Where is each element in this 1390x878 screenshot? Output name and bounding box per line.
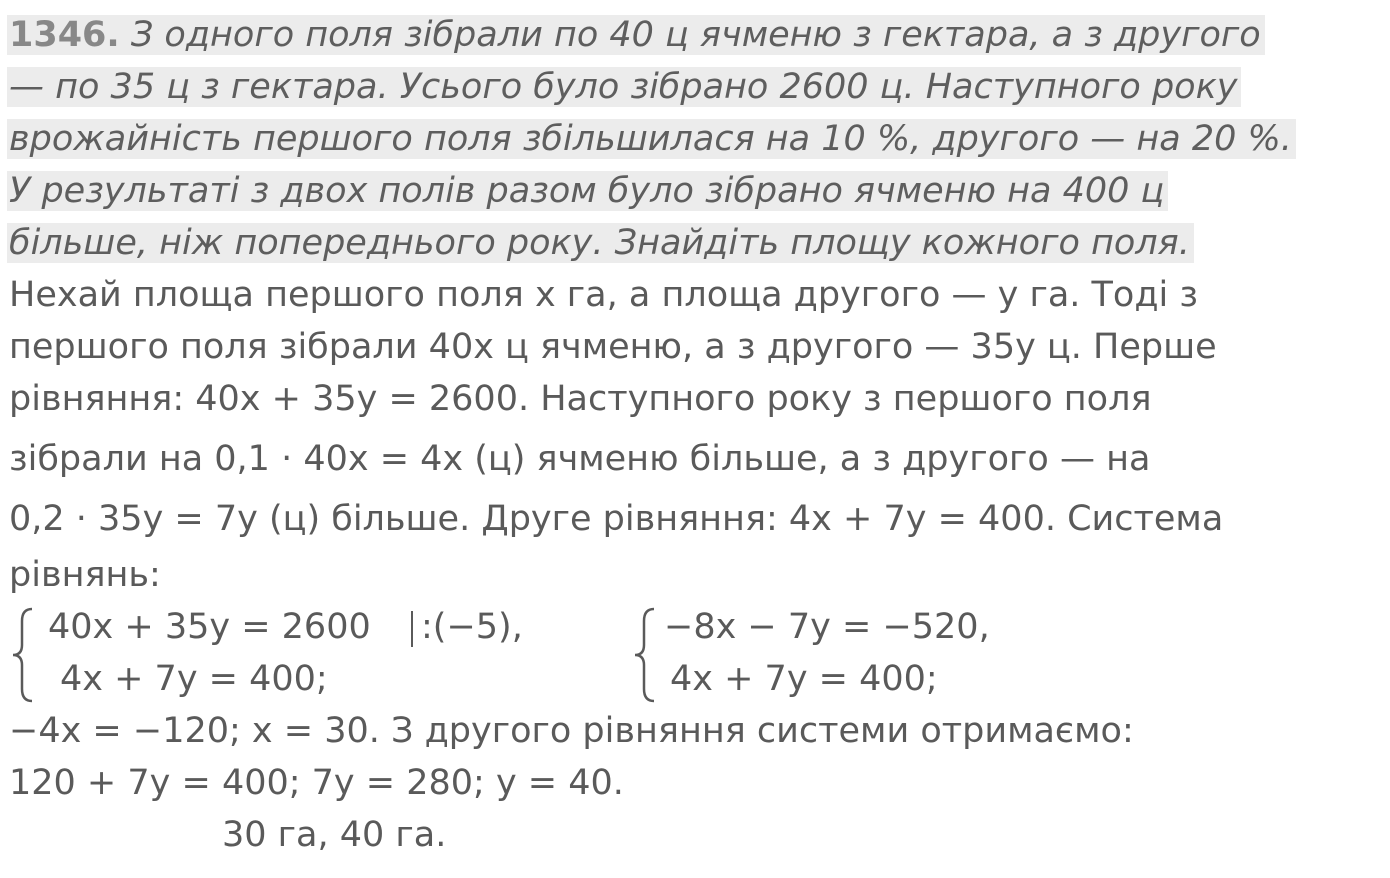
system1-equation-2: 4х + 7у = 400; (60, 659, 328, 699)
system1-equation-1: 40х + 35у = 2600 (48, 607, 371, 647)
solution-line: 120 + 7у = 400; 7у = 280; у = 40. (9, 763, 624, 803)
problem-line-5 (9, 221, 1194, 265)
problem-number: 1346. (9, 15, 120, 55)
solution-line: першого поля зібрали 40х ц ячменю, а з другого — 35у ц. Перше (9, 327, 1217, 367)
solution-line: 0,2 · 35у = 7у (ц) більше. Друге рівняння: 4х + 7у = 400. Система (9, 499, 1224, 539)
solution-line: Нехай площа першого поля х га, а площа другого — у га. Тоді з (9, 275, 1199, 315)
left-brace-icon (8, 605, 38, 705)
equation-system-2 (630, 605, 1110, 709)
solution-line: зібрали на 0,1 · 40х = 4х (ц) ячменю більше, а з другого — на (9, 439, 1151, 479)
left-brace-icon (630, 605, 660, 705)
equation-system-1 (8, 605, 523, 709)
problem-text: врожайність першого поля збільшилася на 10 %, другого — на 20 %. (7, 119, 1296, 159)
answer: 30 га, 40 га. (222, 815, 447, 855)
solution-line: рівнянь: (9, 555, 161, 595)
problem-line-2 (9, 65, 1241, 109)
solution-line: рівняння: 40х + 35у = 2600. Наступного року з першого поля (9, 379, 1152, 419)
problem-text: З одного поля зібрали по 40 ц ячменю з гектара, а з другого (130, 15, 1261, 55)
system1-divider-note: :(−5), (421, 607, 523, 647)
system2-equation-1: −8х − 7у = −520, (664, 607, 990, 647)
divider-bar (411, 611, 413, 647)
problem-line-3 (9, 117, 1296, 161)
problem-line-1 (9, 13, 1265, 57)
problem-highlight (7, 15, 1265, 55)
problem-line-4 (9, 169, 1168, 213)
problem-text: більше, ніж попереднього року. Знайдіть площу кожного поля. (7, 223, 1194, 263)
system2-equation-2: 4х + 7у = 400; (670, 659, 938, 699)
solution-line: −4х = −120; х = 30. З другого рівняння системи отримаємо: (9, 711, 1134, 751)
problem-text: У результаті з двох полів разом було зібрано ячменю на 400 ц (7, 171, 1168, 211)
problem-text: — по 35 ц з гектара. Усього було зібрано 2600 ц. Наступного року (7, 67, 1241, 107)
